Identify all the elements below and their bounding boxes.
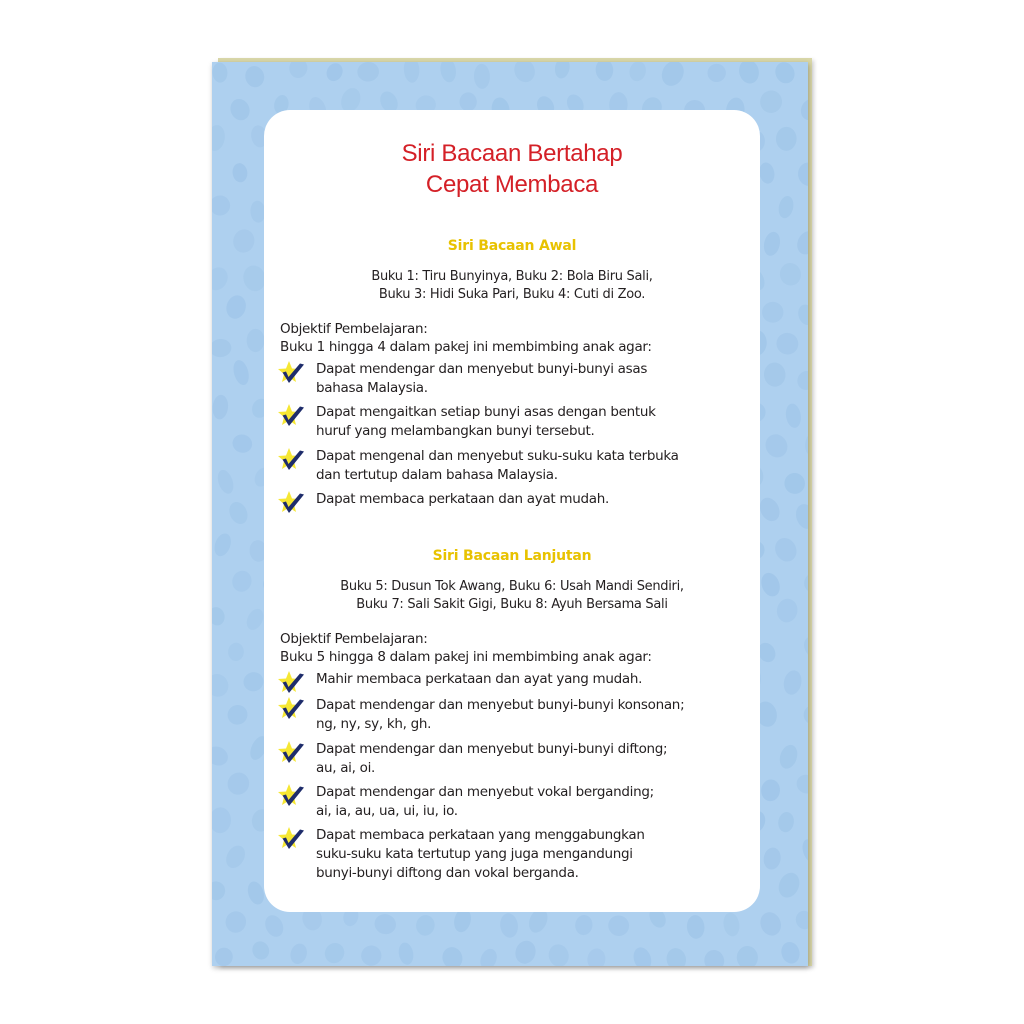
- pattern-dot: [212, 394, 229, 420]
- star-check-icon: [278, 490, 306, 516]
- books-line-2: Buku 7: Sali Sakit Gigi, Buku 8: Ayuh Bersama Sali: [356, 597, 668, 612]
- list-item-text: [316, 696, 748, 734]
- pattern-dot: [702, 948, 726, 966]
- pattern-dot: [212, 124, 227, 153]
- pattern-dot: [213, 946, 234, 966]
- item-line-1: Dapat mengenal dan menyebut suku-suku kata terbuka: [316, 448, 679, 464]
- star-check-icon: [278, 696, 306, 722]
- pattern-dot: [798, 96, 808, 123]
- pattern-dot: [803, 430, 808, 456]
- section-heading-lanjutan: Siri Bacaan Lanjutan: [432, 548, 592, 564]
- books-list-awal: [264, 268, 760, 304]
- pattern-dot: [779, 940, 802, 966]
- books-line-1: Buku 5: Dusun Tok Awang, Buku 6: Usah Mandi Sendiri,: [340, 579, 684, 594]
- pattern-dot: [499, 912, 520, 939]
- pattern-dot: [459, 92, 477, 111]
- pattern-dot: [777, 811, 795, 833]
- item-line-3: bunyi-bunyi diftong dan vokal berganda.: [316, 865, 579, 881]
- pattern-dot: [778, 261, 803, 288]
- pattern-dot: [737, 62, 762, 86]
- list-item-text: [316, 403, 748, 441]
- title-line-2: Cepat Membaca: [425, 171, 599, 198]
- objective-lanjutan: [280, 630, 750, 666]
- pattern-dot: [246, 329, 264, 353]
- item-line-1: Dapat mengaitkan setiap bunyi asas dengan bentuk: [316, 404, 656, 420]
- pattern-dot: [801, 570, 808, 597]
- pattern-dot: [574, 914, 594, 936]
- pattern-dot: [794, 228, 808, 258]
- pattern-dot: [397, 941, 415, 966]
- objective-label: Objektif Pembelajaran:: [280, 631, 428, 647]
- pattern-dot: [215, 468, 236, 496]
- pattern-dot: [758, 161, 777, 185]
- pattern-dot: [775, 869, 803, 900]
- pattern-dot: [230, 568, 254, 594]
- pattern-dot: [212, 194, 231, 216]
- books-line-1: Buku 1: Tiru Bunyinya, Buku 2: Bola Biru Sali,: [371, 269, 653, 284]
- pattern-dot: [775, 597, 799, 624]
- pattern-dot: [250, 939, 272, 962]
- item-line-2: huruf yang melambangkan bunyi tersebut.: [316, 423, 595, 439]
- pattern-dot: [595, 62, 614, 81]
- pattern-dot: [262, 912, 287, 940]
- pattern-dot: [212, 881, 226, 901]
- pattern-dot: [474, 64, 491, 90]
- pattern-dot: [372, 912, 398, 937]
- item-line-2: suku-suku kata tertutup yang juga mengandungi: [316, 846, 633, 862]
- pattern-dot: [477, 946, 499, 966]
- pattern-dot: [357, 62, 380, 82]
- pattern-dot: [241, 670, 266, 694]
- item-line-1: Mahir membaca perkataan dan ayat yang mudah.: [316, 671, 643, 687]
- pattern-dot: [224, 702, 251, 728]
- list-item-text: [316, 447, 748, 485]
- item-line-1: Dapat membaca perkataan yang menggabungkan: [316, 827, 645, 843]
- pattern-dot: [231, 227, 257, 254]
- item-line-1: Dapat mendengar dan menyebut vokal berganding;: [316, 784, 654, 800]
- item-line-1: Dapat mendengar dan menyebut bunyi-bunyi diftong;: [316, 741, 668, 757]
- list-item-text: [316, 826, 748, 883]
- pattern-dot: [761, 430, 791, 461]
- pattern-dot: [796, 302, 808, 327]
- pattern-dot: [800, 837, 808, 865]
- item-line-2: dan tertutup dalam bahasa Malaysia.: [316, 467, 558, 483]
- pattern-dot: [777, 743, 800, 771]
- star-check-icon: [278, 826, 306, 852]
- pattern-dot: [781, 470, 807, 497]
- pattern-dot: [439, 944, 465, 966]
- item-line-1: Dapat mendengar dan menyebut bunyi-bunyi asas: [316, 361, 648, 377]
- objective-intro: Buku 1 hingga 4 dalam pakej ini membimbing anak agar:: [280, 339, 652, 355]
- pattern-dot: [513, 938, 539, 966]
- item-line-1: Dapat membaca perkataan dan ayat mudah.: [316, 491, 609, 507]
- pattern-dot: [801, 703, 808, 728]
- pattern-dot: [288, 62, 309, 80]
- pattern-dot: [771, 534, 800, 565]
- pattern-dot: [212, 264, 232, 294]
- pattern-dot: [212, 807, 232, 834]
- pattern-dot: [772, 62, 798, 86]
- pattern-dot: [793, 771, 808, 797]
- item-line-2: bahasa Malaysia.: [316, 380, 428, 396]
- pattern-dot: [358, 942, 385, 966]
- pattern-dot: [794, 368, 808, 393]
- book-page: [212, 62, 808, 966]
- pattern-dot: [801, 634, 808, 660]
- list-item-text: [316, 740, 748, 778]
- pattern-dot: [224, 769, 253, 799]
- pattern-dot: [324, 62, 346, 84]
- pattern-dot: [782, 669, 804, 697]
- pattern-dot: [212, 531, 234, 558]
- pattern-dot: [763, 362, 787, 388]
- pattern-dot: [706, 62, 727, 83]
- content-card: [264, 110, 760, 912]
- pattern-dot: [762, 302, 784, 323]
- pattern-dot: [227, 96, 253, 123]
- pattern-dot: [231, 162, 248, 183]
- pattern-dot: [760, 779, 781, 802]
- item-line-1: Dapat mendengar dan menyebut bunyi-bunyi konsonan;: [316, 697, 685, 713]
- objective-awal: [280, 320, 750, 356]
- pattern-dot: [231, 358, 251, 386]
- pattern-dot: [796, 161, 808, 187]
- pattern-dot: [777, 195, 796, 220]
- title-line-1: Siri Bacaan Bertahap: [401, 140, 623, 167]
- pattern-dot: [212, 605, 227, 627]
- list-item-text: [316, 360, 748, 398]
- pattern-dot: [631, 945, 655, 966]
- pattern-dot: [553, 62, 571, 80]
- pattern-dot: [756, 494, 783, 524]
- pattern-dot: [212, 670, 232, 700]
- pattern-dot: [546, 942, 571, 966]
- pattern-dot: [737, 946, 759, 966]
- list-item-text: [316, 670, 748, 689]
- pattern-dot: [762, 230, 783, 257]
- pattern-dot: [212, 743, 231, 769]
- pattern-dot: [243, 64, 266, 89]
- pattern-dot: [228, 642, 245, 661]
- star-check-icon: [278, 783, 306, 809]
- pattern-dot: [784, 403, 802, 429]
- star-check-icon: [278, 403, 306, 429]
- list-item-text: [316, 490, 748, 509]
- star-check-icon: [278, 670, 306, 696]
- pattern-dot: [230, 432, 254, 455]
- pattern-dot: [605, 912, 632, 939]
- pattern-dot: [664, 946, 688, 966]
- pattern-dot: [793, 501, 808, 531]
- objective-label: Objektif Pembelajaran:: [280, 321, 428, 337]
- pattern-dot: [288, 942, 309, 966]
- star-check-icon: [278, 360, 306, 386]
- pattern-dot: [757, 909, 785, 939]
- item-line-2: ng, ny, sy, kh, gh.: [316, 716, 432, 732]
- pattern-dot: [415, 914, 436, 937]
- pattern-dot: [439, 62, 458, 83]
- item-line-2: ai, ia, au, ua, ui, iu, io.: [316, 803, 458, 819]
- pattern-dot: [212, 62, 228, 83]
- pattern-dot: [511, 62, 538, 85]
- item-line-2: au, ai, oi.: [316, 760, 376, 776]
- pattern-dot: [321, 940, 347, 966]
- pattern-dot: [776, 127, 797, 152]
- pattern-dot: [762, 846, 782, 870]
- pattern-dot: [224, 293, 249, 321]
- pattern-dot: [403, 62, 420, 83]
- pattern-dot: [586, 947, 606, 966]
- pattern-dot: [212, 338, 232, 358]
- objective-intro: Buku 5 hingga 8 dalam pakej ini membimbing anak agar:: [280, 649, 652, 665]
- list-item-text: [316, 783, 748, 821]
- pattern-dot: [222, 842, 248, 871]
- books-list-lanjutan: [264, 578, 760, 614]
- pattern-dot: [686, 914, 705, 939]
- pattern-dot: [793, 908, 808, 932]
- pattern-dot: [658, 62, 688, 90]
- pattern-dot: [773, 329, 802, 358]
- pattern-dot: [722, 911, 742, 937]
- star-check-icon: [278, 447, 306, 473]
- pattern-dot: [759, 89, 784, 115]
- section-heading-awal: Siri Bacaan Awal: [447, 238, 577, 254]
- pattern-dot: [627, 62, 648, 83]
- pattern-dot: [758, 570, 783, 599]
- star-check-icon: [278, 740, 306, 766]
- books-line-2: Buku 3: Hidi Suka Pari, Buku 4: Cuti di Zoo.: [378, 287, 646, 302]
- page-title: [264, 138, 760, 200]
- pattern-dot: [226, 499, 251, 527]
- pattern-dot: [224, 909, 249, 934]
